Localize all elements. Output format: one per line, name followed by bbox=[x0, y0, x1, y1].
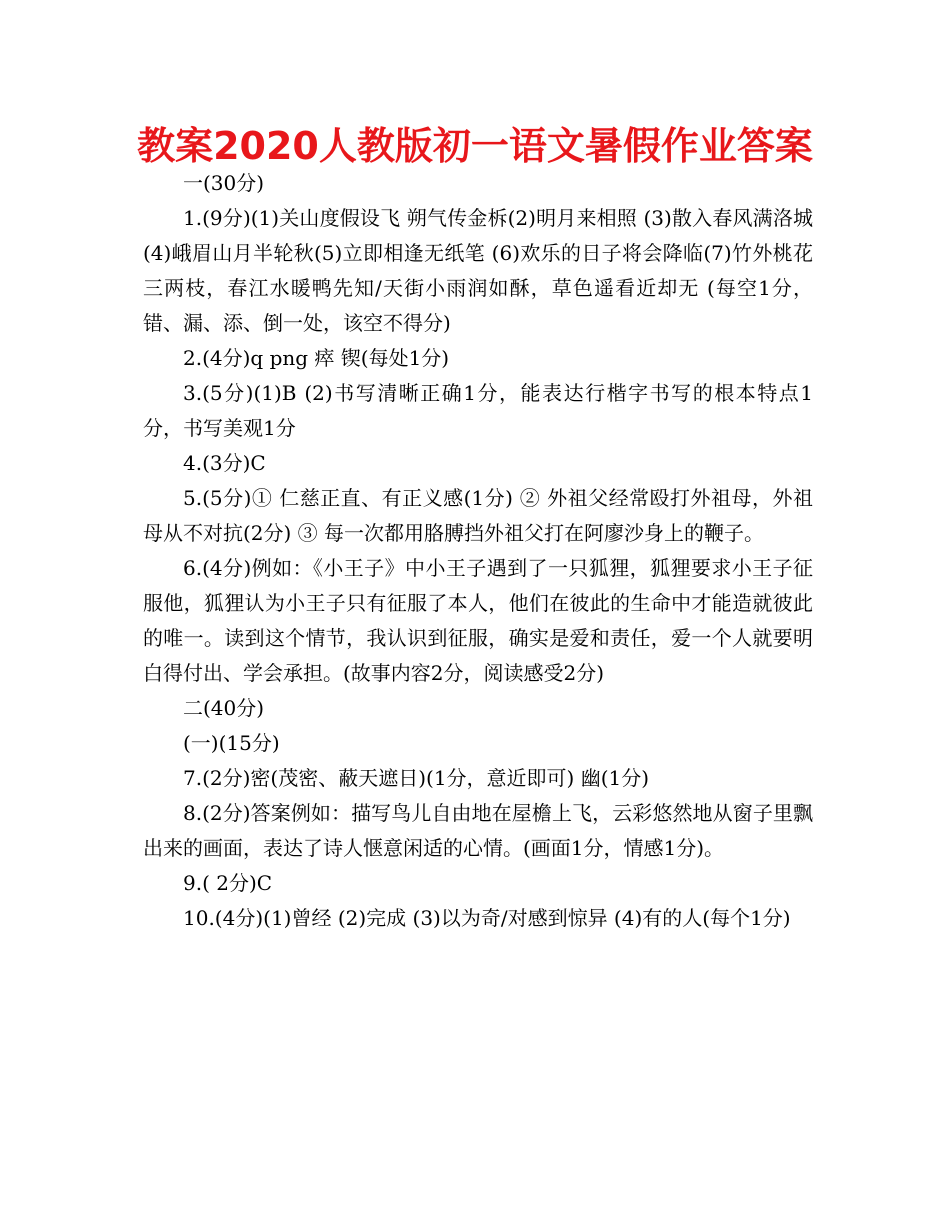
answer-6: 6.(4分)例如：《小王子》中小王子遇到了一只狐狸，狐狸要求小王子征服他，狐狸认为小王子只有征服了本人，他们在彼此的生命中才能造就彼此的唯一。读到这个情节，我认识到征服，确实是爱和责任，爱一个人就要明白得付出、学会承担。(故事内容2分，阅读感受2分) bbox=[143, 556, 813, 685]
answer-7: 7.(2分)密(茂密、蔽天遮日)(1分，意近即可) 幽(1分) bbox=[183, 766, 650, 790]
answer-10: 10.(4分)(1)曾经 (2)完成 (3)以为奇/对感到惊异 (4)有的人(每个1分) bbox=[183, 906, 791, 930]
answer-8: 8.(2分)答案例如：描写鸟儿自由地在屋檐上飞，云彩悠然地从窗子里飘出来的画面，表达了诗人惬意闲适的心情。(画面1分，情感1分)。 bbox=[143, 801, 813, 860]
answer-4: 4.(3分)C bbox=[183, 451, 266, 475]
answer-1: 1.(9分)(1)关山度假设飞 朔气传金柝(2)明月来相照 (3)散入春风满洛城 (4)峨眉山月半轮秋(5)立即相逢无纸笔 (6)欢乐的日子将会降临(7)竹外桃花三两枝，春江水暖鸭先知/天街小雨润如酥，草色遥看近却无 (每空1分，错、漏、添、倒一处，该空不得分) bbox=[143, 206, 813, 335]
section-heading-1: 一(30分) bbox=[183, 171, 265, 195]
subsection-heading-1: (一)(15分) bbox=[183, 731, 280, 755]
section-heading-2: 二(40分) bbox=[183, 696, 265, 720]
answer-5: 5.(5分)① 仁慈正直、有正义感(1分) ② 外祖父经常殴打外祖母，外祖母从不对抗(2分) ③ 每一次都用胳膊挡外祖父打在阿廖沙身上的鞭子。 bbox=[143, 486, 813, 545]
answer-3: 3.(5分)(1)B (2)书写清晰正确1分，能表达行楷字书写的根本特点1分，书写美观1分 bbox=[143, 381, 813, 440]
document-body bbox=[143, 166, 813, 936]
document-title: 教案2020人教版初一语文暑假作业答案 bbox=[137, 124, 813, 168]
answer-9: 9.( 2分)C bbox=[183, 871, 273, 895]
answer-2: 2.(4分)q png 瘁 锲(每处1分) bbox=[183, 346, 450, 370]
